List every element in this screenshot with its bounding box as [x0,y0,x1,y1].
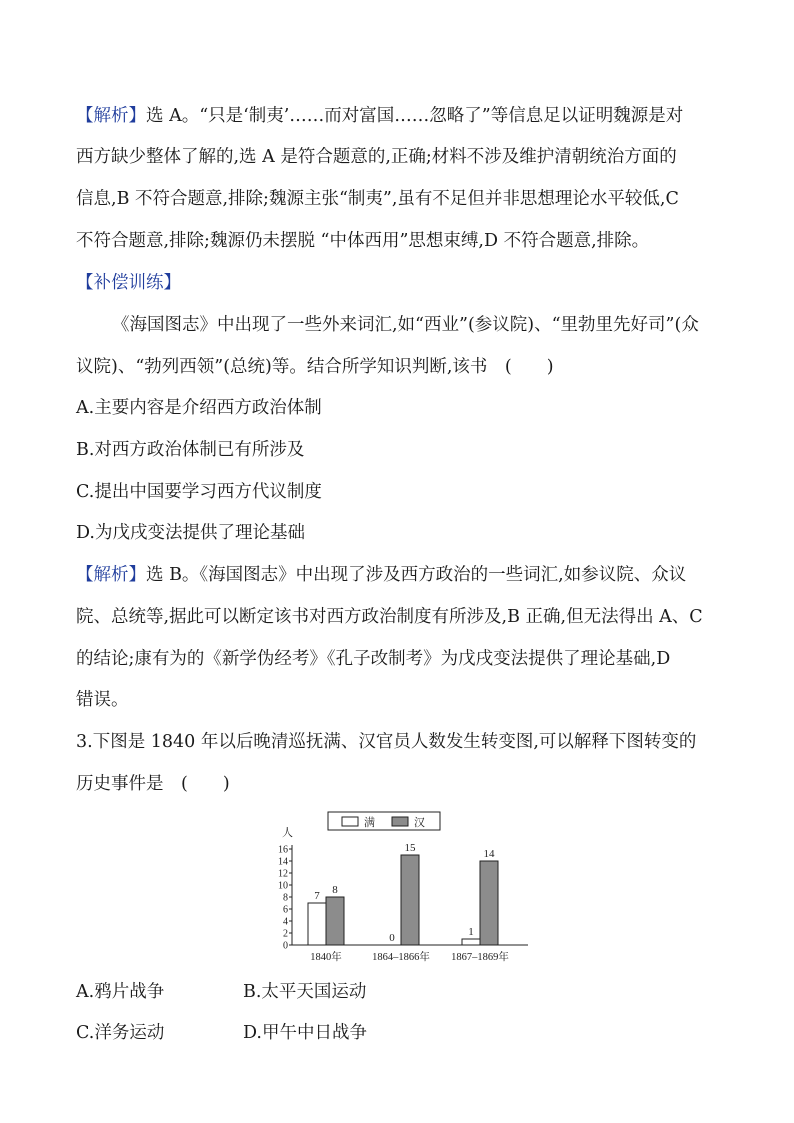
analysis-text: 选 B。《海国图志》中出现了涉及西方政治的一些词汇,如参议院、众议 [146,565,687,585]
legend-label: 汉 [414,817,425,829]
bar-han [326,897,344,945]
y-tick-label: 16 [278,844,288,856]
bar-man [308,903,326,945]
analysis-1-line-3: 信息,B 不符合题意,排除;魏源主张“制夷”,虽有不足但并非思想理论水平较低,C [76,189,679,209]
analysis-2-line-4: 错误。 [76,690,129,710]
legend-swatch [342,817,358,826]
question-2-option-a: A.主要内容是介绍西方政治体制 [76,398,322,418]
bar-han [401,855,419,945]
analysis-label: 【解析】 [76,106,146,126]
analysis-text: 选 A。“只是‘制夷’……而对富国……忽略了”等信息足以证明魏源是对 [146,106,684,126]
question-3-option-b: B.太平天国运动 [243,982,367,1002]
y-tick-label: 12 [278,868,288,880]
analysis-1-line-1 [76,104,683,128]
bar-han [480,861,498,945]
analysis-1-line-4: 不符合题意,排除;魏源仍未摆脱 “中体西用”思想束缚,D 不符合题意,排除。 [76,231,650,251]
analysis-2-line-2: 院、总统等,据此可以断定该书对西方政治制度有所涉及,B 正确,但无法得出 A、C [76,607,703,627]
y-tick-label: 6 [283,904,288,916]
y-tick-label: 14 [278,856,288,868]
analysis-2-line-3: 的结论;康有为的《新学伪经考》《孔子改制考》为戊戌变法提供了理论基础,D [76,649,671,669]
legend-label: 满 [364,817,375,829]
y-tick-label: 4 [283,916,288,928]
section-title: 【补偿训练】 [76,273,181,293]
question-2-option-d: D.为戊戌变法提供了理论基础 [76,523,305,543]
data-label: 8 [332,884,338,896]
y-tick-label: 10 [278,880,288,892]
question-3-option-c: C.洋务运动 [76,1023,165,1043]
question-2-stem-line-2: 议院)、“勃列西领”(总统)等。结合所学知识判断,该书 ( ) [76,357,554,377]
y-tick-label: 2 [283,928,288,940]
question-3-option-d: D.甲午中日战争 [243,1023,367,1043]
x-tick-label: 1840年 [310,952,342,963]
data-label: 0 [389,932,395,944]
analysis-2-line-1 [76,563,686,587]
question-2-stem-line-1: 《海国图志》中出现了一些外来词汇,如“西业”(参议院)、“里勃里先好司”(众 [112,315,699,335]
x-tick-label: 1867–1869年 [451,952,509,963]
data-label: 7 [314,890,320,902]
analysis-label: 【解析】 [76,565,146,585]
x-tick-label: 1864–1866年 [372,952,430,963]
legend-swatch [392,817,408,826]
y-tick-label: 0 [283,940,288,952]
question-3-stem-line-1: 3.下图是 1840 年以后晚清巡抚满、汉官员人数发生转变图,可以解释下图转变的 [76,732,697,752]
data-label: 14 [483,848,495,860]
y-tick-label: 8 [283,892,288,904]
data-label: 15 [404,842,416,854]
bar-man [462,939,480,945]
analysis-1-line-2: 西方缺少整体了解的,选 A 是符合题意的,正确;材料不涉及维护清朝统治方面的 [76,147,677,167]
question-2-option-b: B.对西方政治体制已有所涉及 [76,440,305,460]
data-label: 1 [468,926,474,938]
bar-chart [270,808,530,970]
question-3-option-a: A.鸦片战争 [76,982,165,1002]
question-3-stem-line-2: 历史事件是 ( ) [76,774,230,794]
y-axis-label: 人 [282,827,293,839]
question-2-option-c: C.提出中国要学习西方代议制度 [76,482,322,502]
